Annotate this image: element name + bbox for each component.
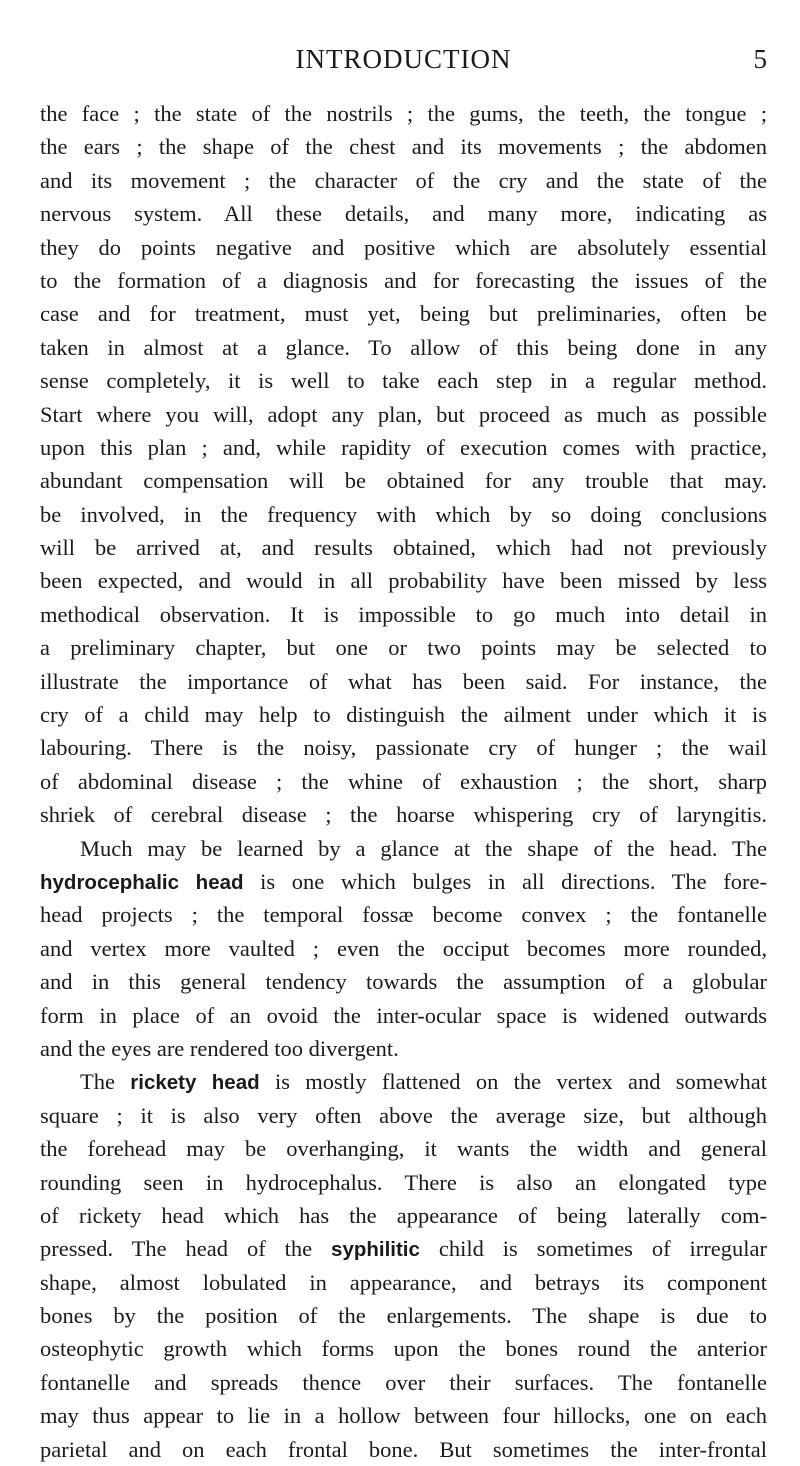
text-line: upon this plan ; and, while rapidity of execution comes with practice, <box>40 434 767 460</box>
text-line: sense completely, it is well to take each step in a regular method. <box>40 368 767 394</box>
text-line: nervous system. All these details, and many more, indicating as <box>40 201 767 227</box>
text-line: cry of a child may help to distinguish the ailment under which it is <box>40 702 767 728</box>
text-line: illustrate the importance of what has been said. For instance, the <box>40 668 767 694</box>
text-line: will be arrived at, and results obtained, which had not previously <box>40 535 767 561</box>
text-line: to the formation of a diagnosis and for forecasting the issues of the <box>40 267 767 293</box>
term-syphilitic: syphilitic <box>331 1238 420 1262</box>
text-line: and its movement ; the character of the cry and the state of the <box>40 167 767 193</box>
text-line: square ; it is also very often above the average size, but although <box>40 1102 767 1128</box>
line-segment: is mostly flattened on the vertex and somewhat <box>259 1069 767 1095</box>
text-line: rounding seen in hydrocephalus. There is also an elongated type <box>40 1169 767 1195</box>
text-line: methodical observation. It is impossible to go much into detail in <box>40 601 767 627</box>
text-line: the ears ; the shape of the chest and its movements ; the abdomen <box>40 134 767 160</box>
text-line: shriek of cerebral disease ; the hoarse whispering cry of laryngitis. <box>40 802 767 828</box>
text-line: fontanelle and spreads thence over their surfaces. The fontanelle <box>40 1369 767 1395</box>
text-line: parietal and on each frontal bone. But sometimes the inter-frontal <box>40 1436 767 1462</box>
text-line <box>40 865 767 898</box>
term-rickety-head: rickety head <box>130 1071 260 1095</box>
text-line: been expected, and would in all probability have been missed by less <box>40 568 767 594</box>
line-segment: The <box>80 1069 131 1095</box>
text-line: Start where you will, adopt any plan, but proceed as much as possible <box>40 401 767 427</box>
text-line: case and for treatment, must yet, being but preliminaries, often be <box>40 301 767 327</box>
text-line: abundant compensation will be obtained for any trouble that may. <box>40 468 767 494</box>
text-line: may thus appear to lie in a hollow between four hillocks, one on each <box>40 1403 767 1429</box>
text-line: the forehead may be overhanging, it wants the width and general <box>40 1136 767 1162</box>
text-line: bones by the position of the enlargements. The shape is due to <box>40 1303 767 1329</box>
text-line <box>40 1232 767 1265</box>
text-line: form in place of an ovoid the inter-ocular space is widened outwards <box>40 1002 767 1028</box>
text-line: and vertex more vaulted ; even the occiput becomes more rounded, <box>40 935 767 961</box>
text-line: Much may be learned by a glance at the shape of the head. The <box>80 835 767 861</box>
text-line: of abdominal disease ; the whine of exhaustion ; the short, sharp <box>40 768 767 794</box>
running-header <box>40 44 767 84</box>
text-line: and the eyes are rendered too divergent. <box>40 1035 399 1061</box>
text-line: and in this general tendency towards the assumption of a globular <box>40 969 767 995</box>
text-line: shape, almost lobulated in appearance, and betrays its component <box>40 1269 767 1295</box>
text-line: taken in almost at a glance. To allow of this being done in any <box>40 334 767 360</box>
text-line: labouring. There is the noisy, passionate cry of hunger ; the wail <box>40 735 767 761</box>
text-line: osteophytic growth which forms upon the bones round the anterior <box>40 1336 767 1362</box>
line-segment: is one which bulges in all directions. The fore- <box>243 868 767 894</box>
text-line: they do points negative and positive which are absolutely essential <box>40 234 767 260</box>
text-line <box>40 1065 767 1098</box>
running-title: INTRODUCTION <box>295 44 512 74</box>
body-text <box>40 97 767 1466</box>
text-line: the face ; the state of the nostrils ; the gums, the teeth, the tongue ; <box>40 101 767 126</box>
line-segment: child is sometimes of irregular <box>419 1236 767 1262</box>
line-segment: pressed. The head of the <box>40 1236 332 1262</box>
text-line: of rickety head which has the appearance of being laterally com- <box>40 1202 767 1228</box>
text-line: head projects ; the temporal fossæ become convex ; the fontanelle <box>40 902 767 928</box>
page-number: 5 <box>753 44 767 74</box>
text-line: be involved, in the frequency with which by so doing conclusions <box>40 501 767 527</box>
text-line: a preliminary chapter, but one or two points may be selected to <box>40 635 767 661</box>
term-hydrocephalic-head: hydrocephalic head <box>40 870 244 894</box>
